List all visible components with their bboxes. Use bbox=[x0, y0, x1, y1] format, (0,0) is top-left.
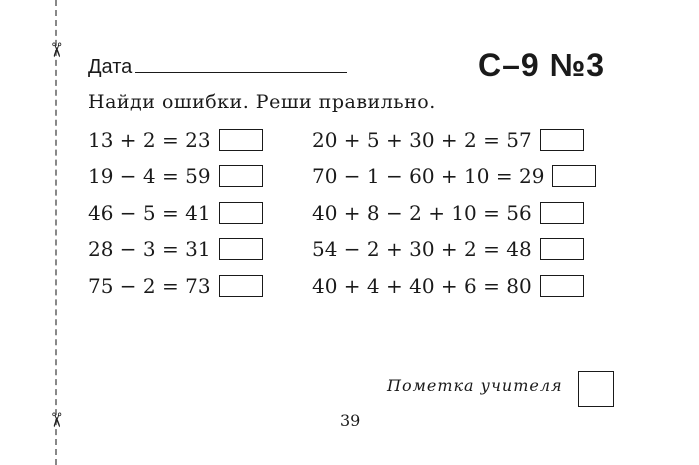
answer-box[interactable] bbox=[219, 202, 263, 224]
answer-box[interactable] bbox=[552, 165, 596, 187]
equation-row bbox=[88, 236, 263, 262]
answer-box[interactable] bbox=[219, 165, 263, 187]
equation-text: 20 + 5 + 30 + 2 = 57 bbox=[312, 128, 532, 152]
teacher-note-box[interactable] bbox=[578, 371, 614, 407]
equation-text: 70 − 1 − 60 + 10 = 29 bbox=[312, 164, 545, 188]
equation-row bbox=[88, 273, 263, 299]
scissors-icon: ✂ bbox=[44, 41, 69, 59]
answer-box[interactable] bbox=[219, 275, 263, 297]
answer-box[interactable] bbox=[540, 238, 584, 260]
equation-text: 46 − 5 = 41 bbox=[88, 201, 211, 225]
date-field[interactable] bbox=[88, 56, 347, 79]
answer-box[interactable] bbox=[219, 129, 263, 151]
equation-text: 13 + 2 = 23 bbox=[88, 128, 211, 152]
teacher-note-label: Пометка учителя bbox=[387, 376, 563, 395]
equation-row bbox=[88, 127, 263, 153]
equation-row bbox=[88, 163, 263, 189]
instruction: Найди ошибки. Реши правильно. bbox=[88, 91, 436, 113]
equation-row bbox=[312, 200, 584, 226]
answer-box[interactable] bbox=[540, 129, 584, 151]
equation-row bbox=[312, 163, 596, 189]
answer-box[interactable] bbox=[219, 238, 263, 260]
answer-box[interactable] bbox=[540, 275, 584, 297]
equation-row bbox=[312, 127, 584, 153]
equation-text: 28 − 3 = 31 bbox=[88, 237, 211, 261]
equation-row bbox=[312, 236, 584, 262]
scissors-icon: ✂ bbox=[44, 411, 69, 429]
equation-text: 40 + 4 + 40 + 6 = 80 bbox=[312, 274, 532, 298]
equation-text: 19 − 4 = 59 bbox=[88, 164, 211, 188]
cut-line bbox=[55, 0, 57, 465]
equation-text: 40 + 8 − 2 + 10 = 56 bbox=[312, 201, 532, 225]
answer-box[interactable] bbox=[540, 202, 584, 224]
equation-text: 54 − 2 + 30 + 2 = 48 bbox=[312, 237, 532, 261]
equation-row bbox=[88, 200, 263, 226]
date-label: Дата bbox=[88, 56, 133, 78]
page-number: 39 bbox=[340, 411, 361, 430]
exercise-code: С–9 №3 bbox=[478, 47, 606, 83]
equation-text: 75 − 2 = 73 bbox=[88, 274, 211, 298]
equation-row bbox=[312, 273, 584, 299]
date-underline bbox=[135, 72, 347, 73]
